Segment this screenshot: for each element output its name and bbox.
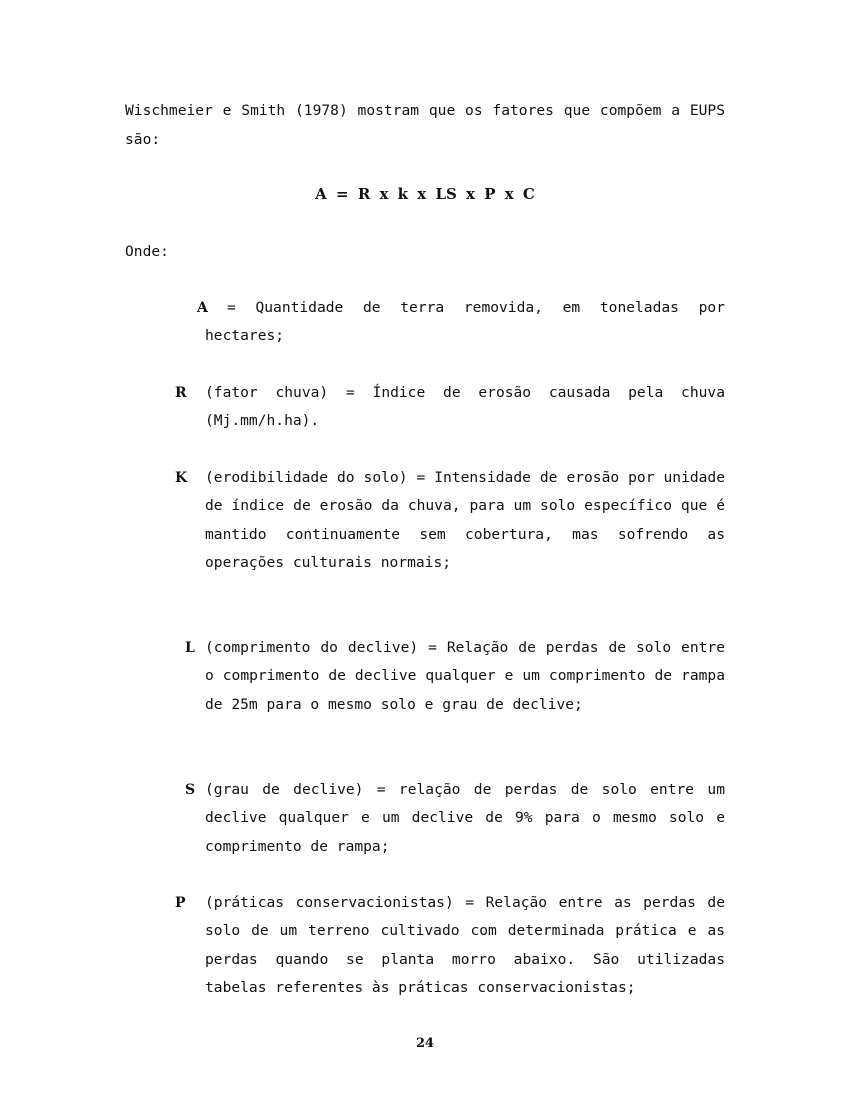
definition-s <box>185 776 725 861</box>
definition-text: (fator chuva) = Índice de erosão causada pela chuva (Mj.mm/h.ha). <box>205 384 725 430</box>
definition-symbol: A <box>197 300 208 316</box>
definition-l <box>185 634 725 719</box>
definition-symbol: S <box>185 782 196 798</box>
definition-symbol: R <box>175 385 187 401</box>
definition-r <box>175 379 725 436</box>
definition-symbol: K <box>175 470 188 486</box>
eups-formula: A = R x k x LS x P x C <box>315 185 535 203</box>
definition-a <box>197 294 725 351</box>
page-number: 24 <box>415 1036 435 1051</box>
definition-k <box>175 464 725 577</box>
definition-symbol: L <box>185 640 195 656</box>
definition-p <box>175 889 725 1002</box>
onde-label: Onde: <box>125 243 169 260</box>
intro-paragraph: Wischmeier e Smith (1978) mostram que os fatores que compõem a EUPS são: <box>125 102 725 148</box>
definition-text: (grau de declive) = relação de perdas de solo entre um declive qualquer e um declive de 9% para o mesmo solo e comprimento de rampa; <box>205 781 725 855</box>
definition-text: = Quantidade de terra removida, em toneladas por hectares; <box>205 299 725 345</box>
definition-text: (práticas conservacionistas) = Relação entre as perdas de solo de um terreno cultivado com determinada prática e as perdas quando se planta morro abaixo. São utilizadas tabelas referentes às práticas conservacionistas; <box>205 894 725 996</box>
definition-text: (erodibilidade do solo) = Intensidade de erosão por unidade de índice de erosão da chuva, para um solo específico que é mantido continuamente sem cobertura, mas sofrendo as operações culturais normais; <box>205 469 725 571</box>
definition-text: (comprimento do declive) = Relação de perdas de solo entre o comprimento de declive qualquer e um comprimento de rampa de 25m para o mesmo solo e grau de declive; <box>205 639 725 713</box>
definition-symbol: P <box>175 895 186 911</box>
